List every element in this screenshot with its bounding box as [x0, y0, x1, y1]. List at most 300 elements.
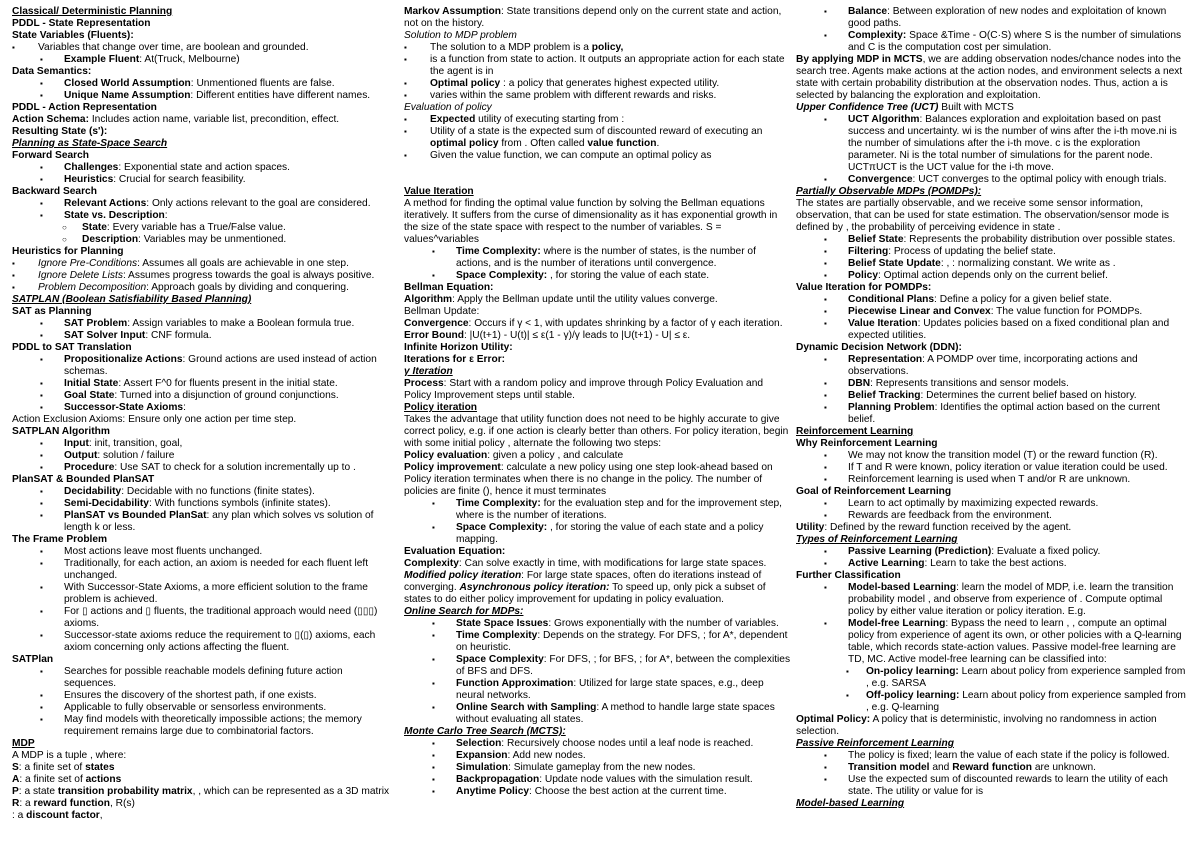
text-run: Action Schema: [12, 114, 89, 125]
bullet-item [796, 114, 1188, 174]
text-run: S [12, 762, 19, 773]
section-title [12, 6, 392, 18]
text-run: Piecewise Linear and Convex [848, 306, 991, 317]
text-line [404, 570, 792, 606]
text-run: : The value function for POMDPs. [990, 306, 1143, 317]
section-title [796, 738, 1188, 750]
text-run: SAT as Planning [12, 306, 92, 317]
bullet-item [796, 402, 1188, 426]
text-line [796, 54, 1188, 102]
text-run: : With functions symbols (infinite states). [148, 498, 331, 509]
bullet-item [796, 234, 1188, 246]
text-run: : Start with a random policy and improve through Policy Evaluation and Policy Improvement steps until stable. [404, 378, 764, 401]
section-title [796, 798, 1188, 810]
bullet-item [404, 702, 792, 726]
text-run: Example Fluent [64, 54, 140, 65]
bullet-item [404, 114, 792, 126]
text-run: Procedure [64, 462, 115, 473]
text-run: Learn about policy from experience sampled from , e.g. SARSA [866, 666, 1186, 689]
text-run: Unique Name Assumption [64, 90, 191, 101]
text-run: Output [64, 450, 98, 461]
text-run: Transition model [848, 762, 930, 773]
text-run: : Exponential state and action spaces. [118, 162, 290, 173]
text-run: Belief State [848, 234, 904, 245]
text-run: SATPLAN Algorithm [12, 426, 110, 437]
text-run: Evaluation Equation: [404, 546, 506, 557]
text-line [404, 6, 792, 30]
section-heading [796, 438, 1188, 450]
text-run: Process [404, 378, 444, 389]
bullet-item [796, 270, 1188, 282]
bullet-item [12, 54, 392, 66]
text-run: Optimal policy [430, 78, 501, 89]
text-run: To speed up, only pick a subset of states to do either policy improvement for updating in policy evaluation. [404, 582, 766, 605]
text-run: : Depends on the strategy. For DFS, ; for A*, dependent on heuristic. [456, 630, 788, 653]
bullet-item [12, 702, 392, 714]
text-run: Bellman Update: [404, 306, 480, 317]
text-run: Model-free Learning [848, 618, 946, 629]
text-run: SATPLAN (Boolean Satisfiability Based Planning) [12, 294, 252, 305]
text-run: DBN [848, 378, 871, 389]
bullet-item [796, 618, 1188, 666]
text-run: : a state [18, 786, 58, 797]
bullet-item [12, 270, 392, 282]
text-line [404, 378, 792, 402]
text-run: Space &Time - O(C·S) where S is the number of simulations and C is the computation cost per simulation. [848, 30, 1182, 53]
text-run: Expansion [456, 750, 508, 761]
text-run: Simulation [456, 762, 509, 773]
section-title [796, 534, 1188, 546]
text-run: Resulting State (s'): [12, 126, 108, 137]
text-run: The policy is fixed; learn the value of each state if the policy is followed. [848, 750, 1170, 761]
bullet-item [796, 306, 1188, 318]
text-run: , R(s) [109, 798, 135, 809]
bullet-item [12, 498, 392, 510]
text-run: : Decidable with no functions (finite states). [121, 486, 315, 497]
text-run: : Occurs if γ < 1, with updates shrinking by a factor of γ each iteration. [468, 318, 783, 329]
text-run: Model-based Learning [796, 798, 905, 809]
bullet-item [404, 738, 792, 750]
text-run: SAT Solver Input [64, 330, 146, 341]
text-run: Value Iteration for POMDPs: [796, 282, 932, 293]
text-run: Learn about policy from experience sampled from , e.g. Q-learning [866, 690, 1186, 713]
text-run: Types of Reinforcement Learning [796, 534, 958, 545]
section-heading [12, 150, 392, 162]
text-run: Policy improvement [404, 462, 501, 473]
text-run: states [85, 762, 115, 773]
text-run: UCT Algorithm [848, 114, 920, 125]
text-run: value function [587, 138, 657, 149]
bullet-item [796, 378, 1188, 390]
text-run: Partially Observable MDPs (POMDPs): [796, 186, 982, 197]
text-run: With Successor-State Axioms, a more efficient solution to the frame problem is achieved. [64, 582, 368, 605]
bullet-item [796, 762, 1188, 774]
section-title [404, 186, 792, 198]
bullet-item [12, 42, 392, 54]
text-run: Searches for possible reachable models defining future action sequences. [64, 666, 343, 689]
text-run: optimal policy [430, 138, 499, 149]
text-run: Initial State [64, 378, 119, 389]
text-run: : Assumes progress towards the goal is always positive. [122, 270, 375, 281]
text-run: Time Complexity [456, 630, 538, 641]
text-run: Utility of a state is the expected sum of discounted reward of executing an [430, 126, 763, 137]
bullet-item [12, 558, 392, 582]
bullet-item [404, 630, 792, 654]
text-run: Selection [456, 738, 502, 749]
text-run: are unknown. [1032, 762, 1096, 773]
text-run: : State transitions depend only on the current state and action, not on the history. [404, 6, 782, 29]
bullet-item [796, 510, 1188, 522]
text-run: : any plan which solves vs solution of length k or less. [64, 510, 374, 533]
text-run: : A method to handle large state spaces without evaluating all states. [456, 702, 775, 725]
bullet-item [12, 90, 392, 102]
text-run: Space Complexity [456, 654, 544, 665]
text-run: Filtering [848, 246, 889, 257]
text-run: Balance [848, 6, 888, 17]
bullet-item [404, 618, 792, 630]
text-run: State Variables (Fluents): [12, 30, 134, 41]
text-run: Anytime Policy [456, 786, 530, 797]
bullet-item [404, 522, 792, 546]
text-run: Function Approximation [456, 678, 574, 689]
text-run: : init, transition, goal, [88, 438, 183, 449]
text-run: PlanSAT vs Bounded PlanSat [64, 510, 207, 521]
sub-bullet-item [796, 666, 1188, 690]
text-run: Further Classification [796, 570, 901, 581]
section-heading [404, 342, 792, 354]
text-run: Passive Reinforcement Learning [796, 738, 954, 749]
bullet-item [796, 294, 1188, 306]
text-run: A MDP is a tuple , where: [12, 750, 127, 761]
sub-heading [404, 30, 792, 42]
section-heading [12, 246, 392, 258]
text-run: : Different entities have different names. [190, 90, 371, 101]
bullet-item [796, 6, 1188, 30]
text-run: Challenges [64, 162, 119, 173]
text-run: PlanSAT & Bounded PlanSAT [12, 474, 155, 485]
section-heading [12, 30, 392, 42]
text-run: : Between exploration of new nodes and exploitation of known good paths. [848, 6, 1167, 29]
bullet-item [404, 78, 792, 90]
text-line [796, 522, 1188, 534]
text-run: Optimal Policy: [796, 714, 871, 725]
column-left [12, 6, 392, 822]
section-heading [12, 186, 392, 198]
bullet-item [404, 498, 792, 522]
text-run: : For DFS, ; for BFS, ; for A*, between the complexities of BFS and DFS. [456, 654, 791, 677]
bullet-item [404, 246, 792, 270]
text-run: : Recursively choose nodes until a leaf node is reached. [501, 738, 754, 749]
bullet-item [404, 150, 792, 162]
sub-bullet-item [12, 222, 392, 234]
section-title [796, 426, 1188, 438]
text-run: Policy iteration [404, 402, 478, 413]
text-run: Propositionalize Actions [64, 354, 183, 365]
text-run: Iterations for ε Error: [404, 354, 506, 365]
bullet-item [12, 330, 392, 342]
text-run: , for storing the value of each state. [547, 270, 710, 281]
text-line [404, 294, 792, 306]
text-run: We may not know the transition model (T) or the reward function (R). [848, 450, 1158, 461]
bullet-item [12, 258, 392, 270]
text-run: Time Complexity: [456, 498, 541, 509]
bullet-item [12, 606, 392, 630]
text-run: . [656, 138, 660, 149]
text-line [404, 450, 792, 462]
bullet-item [12, 714, 392, 738]
bullet-item [12, 402, 392, 414]
bullet-item [796, 462, 1188, 474]
text-run: : Process of updating the belief state. [888, 246, 1056, 257]
section-heading [12, 426, 392, 438]
text-run: for the evaluation step and for the improvement step, where is the number of iterations. [456, 498, 782, 521]
text-run: R [12, 798, 20, 809]
text-run: : Crucial for search feasibility. [113, 174, 246, 185]
section-heading [12, 342, 392, 354]
text-run: : Assumes all goals are achievable in one step. [137, 258, 349, 269]
text-run: : At(Truck, Melbourne) [139, 54, 240, 65]
text-run: Convergence [404, 318, 469, 329]
text-run: Monte Carlo Tree Search (MCTS): [404, 726, 566, 737]
section-title [796, 186, 1188, 198]
bullet-item [12, 390, 392, 402]
text-run: : Variables may be unmentioned. [138, 234, 287, 245]
text-run: Expected [430, 114, 476, 125]
text-run: is a function from state to action. It outputs an appropriate action for each state the agent is in [430, 54, 785, 77]
section-heading [12, 66, 392, 78]
text-run: Relevant Actions [64, 198, 147, 209]
text-run: : Updates policies based on a fixed conditional plan and expected utilities. [848, 318, 1170, 341]
text-line [796, 714, 1188, 738]
text-line [404, 306, 792, 318]
text-run: Model-based Learning [848, 582, 957, 593]
section-title [12, 138, 392, 150]
text-run: : Evaluate a fixed policy. [991, 546, 1101, 557]
text-line [12, 750, 392, 762]
text-run: PDDL to SAT Translation [12, 342, 132, 353]
bullet-item [12, 354, 392, 378]
text-run: Planning Problem [848, 402, 935, 413]
text-run: MDP [12, 738, 35, 749]
text-run: State Space Issues [456, 618, 549, 629]
text-run: : Unmentioned fluents are false. [190, 78, 335, 89]
spacer [404, 174, 792, 186]
text-run: Rewards are feedback from the environment. [848, 510, 1052, 521]
text-line [404, 558, 792, 570]
bullet-item [404, 654, 792, 678]
text-line [404, 474, 792, 498]
text-run: : given a policy , and calculate [487, 450, 624, 461]
bullet-item [796, 174, 1188, 186]
text-run: Conditional Plans [848, 294, 935, 305]
bullet-item [12, 318, 392, 330]
bullet-item [796, 498, 1188, 510]
section-heading [796, 342, 1188, 354]
text-line [12, 798, 392, 810]
text-run: Convergence [848, 174, 913, 185]
text-run: A policy that is deterministic, involving no randomness in action selection. [796, 714, 1157, 737]
text-run: Heuristics for Planning [12, 246, 124, 257]
text-run: : Identifies the optimal action based on the current belief. [848, 402, 1161, 425]
text-run: Markov Assumption [404, 6, 501, 17]
text-run: Takes the advantage that utility function does not need to be highly accurate to give correct policy, e.g. if one action is clearly better than others. For policy iteration, begin with some initial policy , alternate the following two steps: [404, 414, 789, 449]
text-run: and [929, 762, 953, 773]
text-run: For ▯ actions and ▯ fluents, the traditional approach would need (▯▯▯) axioms. [64, 606, 378, 629]
text-run: : a policy that generates highest expected utility. [500, 78, 720, 89]
text-run: State [82, 222, 107, 233]
text-run: Bellman Equation: [404, 282, 494, 293]
text-run: : Ground actions are used instead of action schemas. [64, 354, 377, 377]
text-run: Upper Confidence Tree (UCT) [796, 102, 939, 113]
section-heading [796, 282, 1188, 294]
bullet-item [796, 750, 1188, 762]
text-run: Closed World Assumption [64, 78, 191, 89]
text-run: : Use SAT to check for a solution incrementally up to . [114, 462, 356, 473]
text-run: Successor-state axioms reduce the requirement to ▯(▯) axioms, each axiom concerning only actions affecting the fluent. [64, 630, 376, 653]
text-run: Modified policy iteration [404, 570, 522, 581]
text-run: , , which can be represented as a 3D matrix [192, 786, 390, 797]
bullet-item [796, 546, 1188, 558]
bullet-item [12, 486, 392, 498]
text-run: from . Often called [498, 138, 588, 149]
bullet-item [796, 450, 1188, 462]
text-run: : Only actions relevant to the goal are considered. [146, 198, 371, 209]
bullet-item [12, 546, 392, 558]
text-run: actions [85, 774, 122, 785]
bullet-item [404, 126, 792, 150]
sub-bullet-item [796, 690, 1188, 714]
text-run: Online Search for MDPs: [404, 606, 524, 617]
text-run: Description [82, 234, 139, 245]
text-run: P [12, 786, 19, 797]
text-run: Reinforcement learning is used when T and/or R are unknown. [848, 474, 1131, 485]
text-run: Goal State [64, 390, 115, 401]
text-run: : |U(t+1) - U(t)| ≤ ε(1 - γ)/γ leads to |U(t+1) - U| ≤ ε. [464, 330, 691, 341]
text-run: Learn to act optimally by maximizing expected rewards. [848, 498, 1099, 509]
bullet-item [404, 90, 792, 102]
section-heading [12, 18, 392, 30]
text-line [12, 414, 392, 426]
text-run: γ Iteration [404, 366, 453, 377]
sub-heading [404, 102, 792, 114]
text-run: : Can solve exactly in time, with modifications for large state spaces. [458, 558, 767, 569]
text-run: Planning as State-Space Search [12, 138, 168, 149]
section-heading [404, 546, 792, 558]
text-run: Ignore Pre-Conditions [38, 258, 138, 269]
text-run: : calculate a new policy using one step look-ahead based on [500, 462, 773, 473]
text-run: Classical/ Deterministic Planning [12, 6, 173, 17]
text-run: Evaluation of policy [404, 102, 492, 113]
text-run: PDDL - State Representation [12, 18, 151, 29]
text-run: : , : normalizing constant. We write as . [940, 258, 1116, 269]
section-heading [12, 534, 392, 546]
text-run: Algorithm [404, 294, 453, 305]
text-run: : [183, 402, 186, 413]
text-run: Error Bound [404, 330, 464, 341]
text-run: On-policy learning: [866, 666, 959, 677]
bullet-item [12, 450, 392, 462]
text-run: Value Iteration [404, 186, 474, 197]
text-run: A [12, 774, 20, 785]
spacer [404, 162, 792, 174]
text-run: where is the number of states, is the number of actions, and is the number of iterations until convergence. [456, 246, 756, 269]
text-run: Goal of Reinforcement Learning [796, 486, 952, 497]
column-middle [404, 6, 792, 798]
text-run: : Balances exploration and exploitation based on past success and uncertainty. wi is the number of wins after the i-th move.ni is the number of simulations after the i-th move. c is the exploration parameter. Ni is the total number of simulations for the parent node. UCTπUCT is the UCT value for the i-th move. [848, 114, 1177, 173]
section-heading [12, 102, 392, 114]
text-run: By applying MDP in MCTS [796, 54, 923, 65]
bullet-item [12, 174, 392, 186]
bullet-item [12, 198, 392, 210]
text-run: Variables that change over time, are boolean and grounded. [38, 42, 309, 53]
text-run: Ensures the discovery of the shortest path, if one exists. [64, 690, 317, 701]
text-run: : learn the model of MDP, i.e. learn the transition probability model , and observe from experience of . Compute optimal policy by either value iteration or policy iteration. E.g. [848, 582, 1174, 617]
bullet-item [12, 210, 392, 222]
text-run: The solution to a MDP problem is a [430, 42, 592, 53]
text-line [12, 114, 392, 126]
bullet-item [796, 258, 1188, 270]
text-run: Ignore Delete Lists [38, 270, 123, 281]
text-run: Asynchronous policy iteration: [459, 582, 610, 593]
text-run: Backward Search [12, 186, 97, 197]
text-run: : A POMDP over time, incorporating actions and observations. [848, 354, 1138, 377]
text-run: Solution to MDP problem [404, 30, 517, 41]
text-run: Representation [848, 354, 923, 365]
text-run: : a [12, 810, 27, 821]
section-heading [796, 570, 1188, 582]
text-run: : Learn to take the best actions. [924, 558, 1067, 569]
text-run: utility of executing starting from : [475, 114, 625, 125]
bullet-item [12, 462, 392, 474]
text-run: Belief State Update [848, 258, 941, 269]
text-line [404, 414, 792, 450]
text-run: : Add new nodes. [507, 750, 586, 761]
text-run: Heuristics [64, 174, 114, 185]
text-run: Infinite Horizon Utility: [404, 342, 513, 353]
text-run: If T and R were known, policy iteration or value iteration could be used. [848, 462, 1168, 473]
text-run: : Optimal action depends only on the current belief. [878, 270, 1108, 281]
bullet-item [404, 762, 792, 774]
text-run: : Represents the probability distribution over possible states. [903, 234, 1176, 245]
bullet-item [796, 30, 1188, 54]
text-run: A method for finding the optimal value function by solving the Bellman equations iteratively. It suffers from the curse of dimensionality as it has exponential growth in the size of the state space with respect to the number of variables. S = values^variables [404, 198, 778, 245]
text-run: Problem Decomposition [38, 282, 147, 293]
text-run: SATPlan [12, 654, 54, 665]
sub-bullet-item [12, 234, 392, 246]
text-line [12, 786, 392, 798]
text-run: The states are partially observable, and we receive some sensor information, observation, that can be used for state estimation. The observation/sensor mode is defined by , the probability of perceiving evidence in state . [796, 198, 1169, 233]
text-run: Belief Tracking [848, 390, 921, 401]
text-run: : Utilized for large state spaces, e.g., deep neural networks. [456, 678, 764, 701]
text-run: Off-policy learning: [866, 690, 960, 701]
text-run: Forward Search [12, 150, 89, 161]
section-heading [404, 282, 792, 294]
text-run: : CNF formula. [145, 330, 212, 341]
text-run: Utility [796, 522, 825, 533]
text-run: Why Reinforcement Learning [796, 438, 938, 449]
text-run: : Simulate gameplay from the new nodes. [508, 762, 696, 773]
bullet-item [12, 510, 392, 534]
text-run: The Frame Problem [12, 534, 108, 545]
text-line [12, 774, 392, 786]
bullet-item [404, 750, 792, 762]
bullet-item [404, 54, 792, 78]
text-run: Online Search with Sampling [456, 702, 597, 713]
bullet-item [796, 558, 1188, 570]
text-run: : [164, 210, 168, 221]
text-run: Active Learning [848, 558, 925, 569]
text-line [404, 330, 792, 342]
